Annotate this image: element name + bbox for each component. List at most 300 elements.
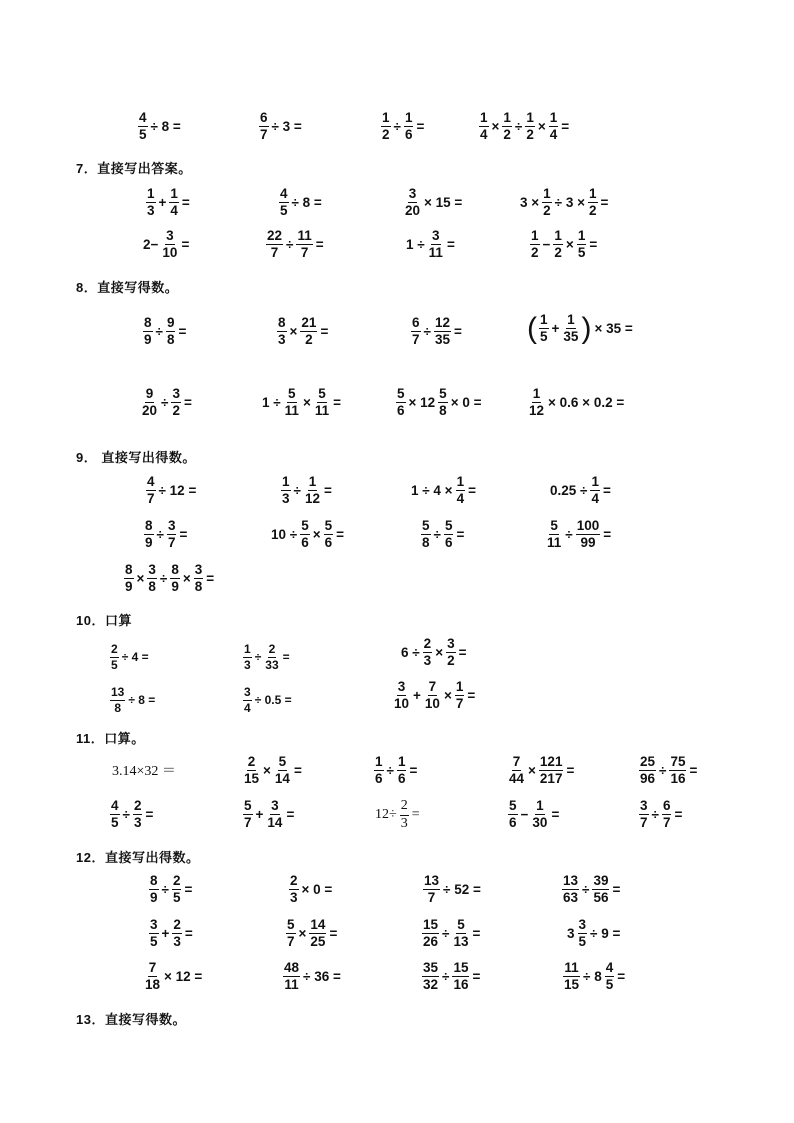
numerator: 2 (400, 799, 409, 816)
operator-text: = (178, 323, 187, 339)
operator-text: ÷ 0.5 = (254, 693, 292, 708)
denominator: 3 (290, 890, 298, 906)
expression (478, 111, 571, 142)
denominator: 7 (244, 815, 252, 831)
expression (145, 187, 192, 218)
expression (373, 799, 422, 831)
denominator: 3 (147, 203, 155, 219)
operator-text: ÷ (386, 762, 394, 778)
expression (141, 229, 191, 260)
numerator: 1 (530, 229, 540, 245)
denominator: 96 (640, 771, 656, 787)
numerator: 1 (308, 475, 318, 491)
operator-text: = (320, 323, 329, 339)
numerator: 1 (479, 111, 489, 127)
fraction (452, 961, 469, 992)
numerator: 5 (421, 519, 431, 535)
fraction (146, 475, 156, 506)
fraction (446, 637, 456, 668)
expression (137, 111, 183, 142)
operator-text: ÷ (423, 323, 431, 339)
numerator: 8 (149, 874, 159, 890)
operator-text: = (458, 644, 467, 660)
fraction (243, 686, 252, 714)
fraction (279, 187, 289, 218)
numerator: 15 (422, 918, 439, 934)
operator-text: 1 ÷ (262, 394, 281, 410)
operator-text: 3 (567, 925, 575, 941)
fraction (423, 874, 440, 905)
operator-text: ÷ (442, 968, 450, 984)
operator-text: 3 × (520, 194, 540, 210)
operator-text: 1 ÷ (406, 236, 425, 252)
fraction (605, 961, 615, 992)
fraction (423, 637, 433, 668)
denominator: 2 (172, 403, 180, 419)
operator-text: − (542, 236, 551, 252)
fraction (639, 755, 656, 786)
denominator: 4 (170, 203, 178, 219)
fraction (400, 799, 409, 831)
expression (409, 475, 478, 506)
expression (260, 387, 343, 418)
fraction (143, 316, 153, 347)
numerator: 35 (422, 961, 439, 977)
numerator: 2 (111, 642, 118, 656)
denominator: 11 (314, 403, 330, 419)
fraction (264, 643, 279, 671)
fraction (393, 680, 410, 711)
fraction (421, 519, 431, 550)
numerator: 3 (194, 563, 204, 579)
operator-text: = (551, 806, 560, 822)
operator-text: = (181, 194, 190, 210)
expression (638, 799, 684, 830)
fraction (170, 563, 180, 594)
numerator: 22 (266, 229, 283, 245)
expression (276, 316, 330, 347)
expression (545, 519, 613, 550)
denominator: 3 (400, 815, 408, 831)
operator-text: × 12 (408, 394, 436, 410)
expression (148, 874, 194, 905)
expression (403, 187, 464, 218)
expression (258, 111, 304, 142)
denominator: 8 (166, 332, 175, 348)
fraction (141, 387, 158, 418)
operator-text: ÷ (122, 806, 130, 822)
fraction (662, 799, 672, 830)
operator-text: 2− (143, 236, 159, 252)
operator-text: = (456, 526, 465, 542)
numerator: 3 (408, 187, 418, 203)
fraction (266, 799, 283, 830)
denominator: 3 (133, 815, 142, 831)
expression (143, 961, 204, 992)
expression (410, 316, 464, 347)
denominator: 5 (172, 890, 181, 906)
fraction (539, 313, 549, 344)
fraction (289, 874, 299, 905)
fraction (296, 229, 312, 260)
denominator: 4 (591, 491, 599, 507)
numerator: 3 (397, 680, 407, 696)
denominator: 6 (301, 535, 309, 551)
denominator: 7 (300, 245, 309, 261)
numerator: 8 (143, 316, 153, 332)
operator-text: ÷ 4 = (121, 650, 149, 665)
operator-text: = (689, 762, 698, 778)
numerator: 3 (431, 229, 441, 245)
fraction (528, 387, 545, 418)
denominator: 3 (244, 657, 251, 672)
expression (399, 637, 468, 668)
numerator: 1 (397, 755, 407, 771)
expression (242, 755, 304, 786)
denominator: 3 (173, 934, 181, 950)
operator-text: ÷ (651, 806, 659, 822)
fraction (304, 475, 321, 506)
operator-text: ÷ (286, 236, 294, 252)
expression (527, 387, 626, 418)
operator-text: × (136, 570, 145, 586)
numerator: 3 (446, 637, 456, 653)
denominator: 7 (662, 815, 671, 831)
denominator: 20 (142, 403, 158, 419)
operator-text: × 0.6 × 0.2 = (548, 394, 625, 410)
section-heading: 9． 直接写出得数。 (76, 450, 196, 465)
fraction (309, 918, 326, 949)
operator-text: ÷ 36 = (303, 968, 341, 984)
numerator: 5 (549, 519, 559, 535)
denominator: 2 (588, 203, 597, 219)
numerator: 1 (169, 187, 179, 203)
fraction (277, 316, 287, 347)
denominator: 63 (563, 890, 579, 906)
numerator: 3 (578, 918, 588, 934)
denominator: 10 (424, 696, 440, 712)
denominator: 5 (280, 203, 288, 219)
numerator: 39 (592, 874, 609, 890)
denominator: 7 (640, 815, 648, 831)
denominator: 13 (453, 934, 469, 950)
parenthesis: ) (581, 311, 592, 345)
expression (420, 519, 466, 550)
denominator: 5 (111, 815, 119, 831)
fraction (669, 755, 686, 786)
denominator: 7 (287, 934, 295, 950)
numerator: 4 (146, 475, 156, 491)
operator-text: 12÷ (375, 807, 397, 823)
denominator: 7 (412, 332, 420, 348)
expression (148, 918, 195, 949)
operator-text: = (446, 236, 455, 252)
operator-text: ÷ (293, 482, 301, 498)
expression (110, 765, 178, 779)
numerator: 75 (669, 755, 686, 771)
expression (526, 313, 635, 344)
operator-text: ÷ (433, 526, 441, 542)
denominator: 12 (304, 491, 320, 507)
expression (562, 961, 627, 992)
expression (280, 475, 334, 506)
expression (143, 519, 189, 550)
denominator: 11 (284, 977, 299, 993)
numerator: 48 (283, 961, 300, 977)
numerator: 1 (577, 229, 587, 245)
fraction (590, 475, 600, 506)
expression (565, 918, 622, 949)
operator-text: = (472, 968, 481, 984)
operator-text: = (336, 526, 344, 542)
fraction (281, 475, 291, 506)
numerator: 7 (512, 755, 522, 771)
numerator: 5 (456, 918, 466, 934)
fraction (161, 229, 178, 260)
operator-text: ÷ (254, 650, 262, 665)
operator-text: ÷ 52 = (443, 881, 481, 897)
fraction (172, 918, 182, 949)
fraction (434, 316, 451, 347)
operator-text: ÷ (565, 526, 573, 542)
expression (638, 755, 699, 786)
operator-text: × (263, 762, 271, 778)
numerator: 2 (247, 755, 257, 771)
operator-text: = (184, 881, 193, 897)
fraction (531, 799, 548, 830)
denominator: 18 (145, 977, 161, 993)
numerator: 3 (244, 685, 251, 699)
denominator: 56 (593, 890, 609, 906)
denominator: 3 (278, 332, 286, 348)
denominator: 6 (404, 127, 413, 143)
fraction (283, 961, 300, 992)
fraction (133, 799, 143, 830)
denominator: 3 (282, 491, 290, 507)
operator-text: ÷ (159, 570, 168, 586)
expression (282, 961, 343, 992)
fraction (243, 755, 260, 786)
expression (109, 643, 151, 671)
numerator: 1 (281, 475, 291, 491)
fraction (324, 519, 334, 550)
denominator: 7 (455, 696, 464, 712)
fraction (428, 229, 444, 260)
operator-text: ÷ (156, 526, 164, 542)
numerator: 1 (525, 111, 535, 127)
denominator: 6 (375, 771, 383, 787)
operator-text: × 15 = (424, 194, 463, 210)
numerator: 6 (259, 111, 269, 127)
fraction (397, 755, 407, 786)
fraction (149, 874, 159, 905)
numerator: 1 (146, 187, 156, 203)
fraction (259, 111, 269, 142)
expression (373, 755, 419, 786)
denominator: 5 (139, 127, 147, 143)
numerator: 1 (535, 799, 545, 815)
operator-text: × (302, 394, 311, 410)
numerator: 5 (396, 387, 406, 403)
denominator: 12 (529, 403, 545, 419)
operator-text: × (289, 323, 298, 339)
fraction (578, 918, 588, 949)
expression (561, 874, 622, 905)
numerator: 4 (605, 961, 615, 977)
expression (145, 475, 198, 506)
fraction (452, 918, 469, 949)
denominator: 33 (265, 657, 279, 672)
operator-text: = (323, 482, 332, 498)
denominator: 11 (428, 245, 443, 261)
section-heading: 8．直接写得数。 (76, 280, 179, 295)
fraction (592, 874, 609, 905)
fraction (300, 316, 317, 347)
denominator: 7 (260, 127, 268, 143)
operator-text: ÷ 9 = (590, 925, 621, 941)
operator-text: = (206, 570, 215, 586)
denominator: 8 (148, 579, 156, 595)
operator-text: ÷ (582, 881, 590, 897)
operator-text: × 0 = (301, 881, 333, 897)
fraction (167, 519, 177, 550)
numerator: 25 (639, 755, 656, 771)
operator-text: × (312, 526, 321, 542)
numerator: 2 (133, 799, 143, 815)
denominator: 2 (554, 245, 562, 261)
numerator: 5 (508, 799, 518, 815)
expression (142, 316, 188, 347)
expression (395, 387, 483, 418)
section-heading: 12．直接写出得数。 (76, 850, 200, 865)
expression (421, 918, 482, 949)
denominator: 35 (434, 332, 450, 348)
operator-text: = (333, 394, 342, 410)
numerator: 13 (423, 874, 440, 890)
operator-text: = (472, 925, 481, 941)
denominator: 6 (444, 535, 453, 551)
numerator: 1 (532, 387, 542, 403)
fraction (508, 799, 518, 830)
numerator: 4 (279, 187, 289, 203)
denominator: 2 (543, 203, 551, 219)
fraction (563, 961, 580, 992)
denominator: 20 (405, 203, 421, 219)
denominator: 7 (270, 245, 279, 261)
operator-text: = (467, 687, 476, 703)
operator-text: 0.25 ÷ (550, 482, 588, 498)
numerator: 4 (110, 799, 120, 815)
denominator: 4 (244, 700, 251, 715)
operator-text: × (443, 687, 452, 703)
denominator: 99 (580, 535, 596, 551)
denominator: 30 (532, 815, 548, 831)
numerator: 1 (542, 187, 552, 203)
operator-text: ÷ 8 (583, 968, 602, 984)
fraction (456, 475, 466, 506)
numerator: 1 (590, 475, 600, 491)
operator-text: = (179, 526, 188, 542)
numerator: 1 (381, 111, 391, 127)
fraction (542, 187, 552, 218)
denominator: 11 (547, 535, 562, 551)
fraction (144, 519, 154, 550)
fraction (404, 187, 421, 218)
denominator: 44 (509, 771, 525, 787)
denominator: 16 (670, 771, 686, 787)
numerator: 13 (111, 685, 125, 699)
operator-text: = (181, 236, 190, 252)
fraction (110, 643, 119, 671)
fraction (381, 111, 391, 142)
operator-text: = (184, 925, 193, 941)
section-heading: 10．口算 (76, 613, 132, 628)
denominator: 9 (150, 890, 158, 906)
denominator: 8 (114, 700, 122, 715)
fraction (138, 111, 148, 142)
fraction (444, 519, 454, 550)
numerator: 6 (662, 799, 672, 815)
expression (265, 229, 326, 260)
numerator: 3 (167, 519, 177, 535)
section-heading: 11．口算。 (76, 731, 145, 746)
denominator: 7 (427, 890, 436, 906)
fraction (171, 387, 181, 418)
denominator: 7 (167, 535, 176, 551)
fraction (588, 187, 598, 218)
operator-text: = (612, 881, 621, 897)
numerator: 13 (562, 874, 579, 890)
operator-text: − (520, 806, 529, 822)
numerator: 5 (300, 519, 310, 535)
numerator: 3 (171, 387, 181, 403)
fraction (549, 111, 559, 142)
expression (109, 799, 155, 830)
expression (392, 680, 477, 711)
fraction (508, 755, 525, 786)
numerator: 8 (124, 563, 134, 579)
operator-text: = (286, 806, 295, 822)
denominator: 26 (423, 934, 439, 950)
operator-text: × 12 = (164, 968, 203, 984)
denominator: 8 (422, 535, 430, 551)
numerator: 1 (404, 111, 414, 127)
fraction (144, 961, 161, 992)
operator-text: ÷ 3 = (271, 118, 302, 134)
denominator: 4 (456, 491, 465, 507)
fraction (110, 686, 125, 714)
fraction (284, 387, 300, 418)
denominator: 9 (144, 332, 152, 348)
fraction (576, 519, 601, 550)
expression (123, 563, 216, 594)
operator-text: = (183, 394, 192, 410)
numerator: 12 (434, 316, 451, 332)
denominator: 6 (397, 403, 405, 419)
expression (140, 387, 194, 418)
operator-text: = (468, 482, 476, 498)
operator-text: = (602, 482, 611, 498)
denominator: 2 (531, 245, 539, 261)
operator-text: + (413, 687, 421, 703)
operator-text: ÷ 8 = (128, 693, 156, 708)
denominator: 9 (125, 579, 133, 595)
numerator: 5 (317, 387, 327, 403)
denominator: 5 (578, 934, 587, 950)
numerator: 7 (148, 961, 158, 977)
fraction (424, 680, 441, 711)
expression (242, 799, 296, 830)
